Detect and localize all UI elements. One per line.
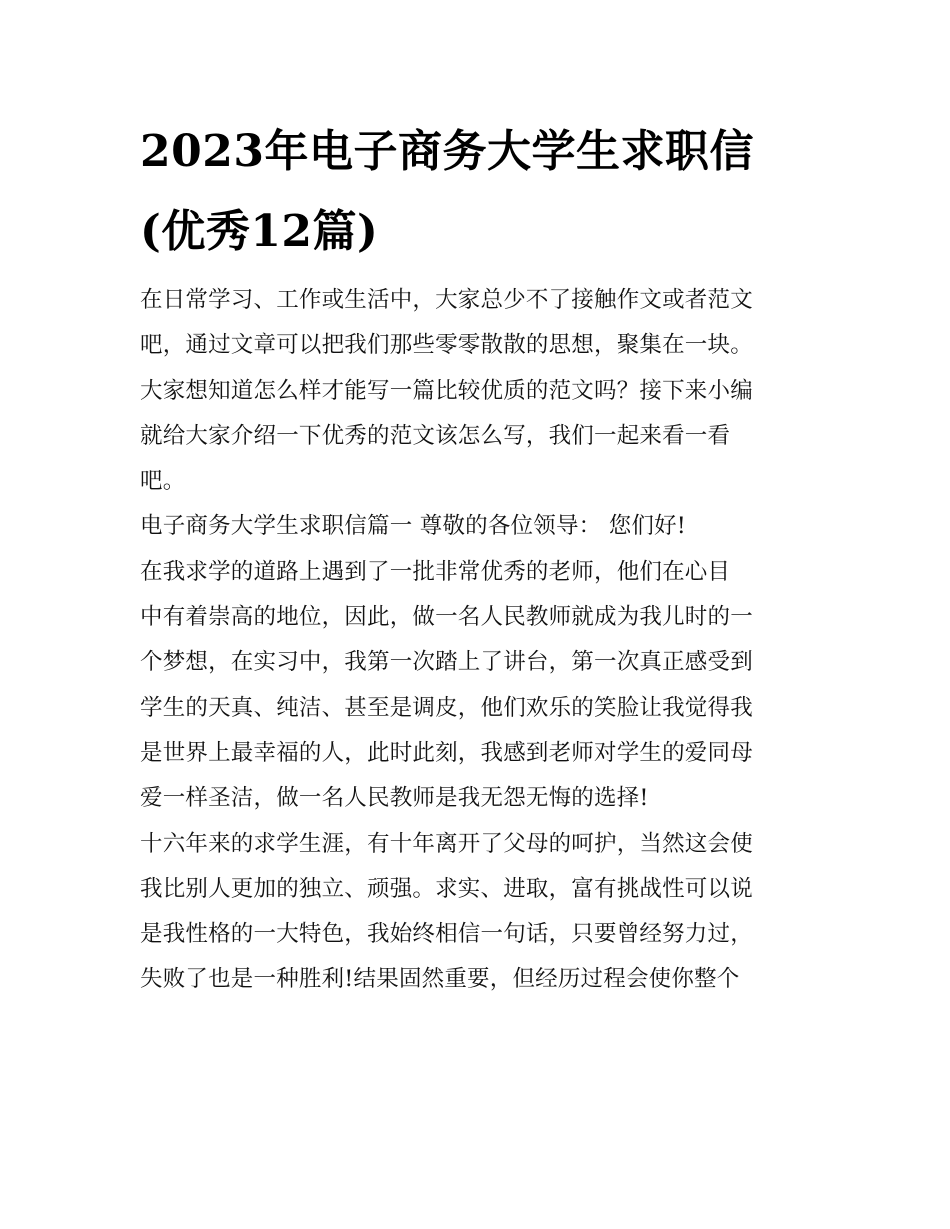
- document-title: [140, 112, 820, 272]
- title-line: (优秀12篇): [140, 206, 379, 257]
- body-line: 电子商务大学生求职信篇一 尊敬的各位领导： 您们好!: [140, 513, 687, 540]
- body-line: 学生的天真、纯洁、甚至是调皮，他们欢乐的笑脸让我觉得我: [140, 694, 753, 721]
- body-line: 大家想知道怎么样才能写一篇比较优质的范文吗？接下来小编: [140, 377, 753, 404]
- document-body: [140, 278, 830, 1003]
- body-line: 我比别人更加的独立、顽强。求实、进取，富有挑战性可以说: [140, 875, 753, 902]
- body-line: 在我求学的道路上遇到了一批非常优秀的老师，他们在心目: [140, 558, 731, 585]
- body-line: 吧，通过文章可以把我们那些零零散散的思想，聚集在一块。: [140, 332, 753, 359]
- body-line: 是我性格的一大特色，我始终相信一句话，只要曾经努力过，: [140, 921, 753, 948]
- body-line: 爱一样圣洁，做一名人民教师是我无怨无悔的选择!: [140, 785, 649, 812]
- body-line: 是世界上最幸福的人，此时此刻，我感到老师对学生的爱同母: [140, 739, 753, 766]
- body-line: 就给大家介绍一下优秀的范文该怎么写，我们一起来看一看: [140, 422, 731, 449]
- body-line: 个梦想，在实习中，我第一次踏上了讲台，第一次真正感受到: [140, 649, 753, 676]
- body-line: 十六年来的求学生涯，有十年离开了父母的呵护，当然这会使: [140, 830, 753, 857]
- body-line: 在日常学习、工作或生活中，大家总少不了接触作文或者范文: [140, 287, 753, 313]
- body-line: 中有着崇高的地位，因此，做一名人民教师就成为我儿时的一: [140, 604, 753, 631]
- title-line: 2023年电子商务大学生求职信: [140, 126, 754, 177]
- body-line: 吧。: [140, 468, 186, 495]
- body-line: 失败了也是一种胜利!结果固然重要，但经历过程会使你整个: [140, 966, 740, 993]
